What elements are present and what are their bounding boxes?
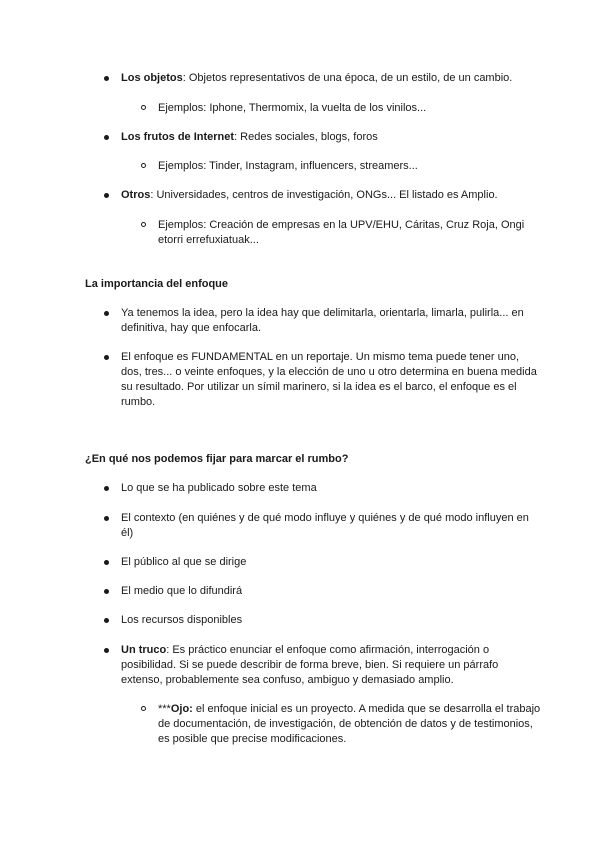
list-item-otros [121, 188, 541, 203]
bullet-icon [104, 76, 109, 81]
hollow-bullet-icon [141, 706, 146, 711]
asterisks: *** [158, 703, 171, 715]
bullet-icon [104, 135, 109, 140]
hollow-bullet-icon [141, 222, 146, 227]
list-item-publico [121, 555, 541, 570]
item-term: Un truco [121, 644, 167, 656]
bullet-icon [104, 486, 109, 491]
bullet-icon [104, 648, 109, 653]
item-term: Ojo: [170, 703, 193, 715]
bullet-icon [104, 311, 109, 316]
item-term: Los frutos de Internet [121, 131, 235, 143]
item-text: Los recursos disponibles [121, 614, 243, 626]
list-item-contexto [121, 511, 541, 541]
item-text: El contexto (en quiénes y de qué modo influye y quiénes y de qué modo influyen en él) [121, 512, 529, 539]
item-text: El enfoque es FUNDAMENTAL en un reportaje. Un mismo tema puede tener uno, dos, tres... o veinte enfoques, y la elección de uno u otro determina en buena medida su resultado. Por utilizar un símil marinero, si la idea es el barco, el enfoque es el rumbo. [121, 351, 537, 408]
section-heading-rumbo: ¿En qué nos podemos fijar para marcar el rumbo? [85, 453, 349, 465]
bullet-icon [104, 560, 109, 565]
hollow-bullet-icon [141, 163, 146, 168]
bullet-icon [104, 589, 109, 594]
sublist-item-ojo [158, 702, 543, 747]
item-text: Lo que se ha publicado sobre este tema [121, 482, 317, 494]
item-text: El medio que lo difundirá [121, 585, 243, 597]
item-term: Los objetos [121, 72, 183, 84]
subitem-text: Ejemplos: Tinder, Instagram, influencers, streamers... [158, 160, 418, 172]
list-item-recursos [121, 613, 541, 628]
subitem-text: Ejemplos: Creación de empresas en la UPV/EHU, Cáritas, Cruz Roja, Ongi etorri errefuxiatuak... [158, 219, 525, 246]
list-item-medio [121, 584, 541, 599]
list-item-objetos [121, 71, 541, 86]
item-text: : Redes sociales, blogs, foros [234, 131, 378, 143]
list-item-truco [121, 643, 541, 688]
item-text: : Universidades, centros de investigación, ONGs... El listado es Amplio. [150, 189, 498, 201]
item-text: Ya tenemos la idea, pero la idea hay que delimitarla, orientarla, limarla, pulirla... en definitiva, hay que enfocarla. [121, 307, 524, 334]
item-text: : Objetos representativos de una época, de un estilo, de un cambio. [182, 72, 513, 84]
list-item-idea [121, 306, 541, 336]
hollow-bullet-icon [141, 105, 146, 110]
item-text: El público al que se dirige [121, 556, 247, 568]
item-term: Otros [121, 189, 151, 201]
bullet-icon [104, 516, 109, 521]
list-item-frutos-internet [121, 130, 541, 145]
sublist-item-otros-ejemplos [158, 218, 543, 248]
list-item-fundamental [121, 350, 541, 410]
section-heading-enfoque: La importancia del enfoque [85, 278, 229, 290]
bullet-icon [104, 193, 109, 198]
sublist-item-frutos-ejemplos [158, 159, 543, 174]
bullet-icon [104, 355, 109, 360]
item-text: el enfoque inicial es un proyecto. A medida que se desarrolla el trabajo de documentación, de investigación, de obtención de datos y de testimonios, es posible que precise modificaciones. [158, 703, 541, 745]
bullet-icon [104, 618, 109, 623]
list-item-publicado [121, 481, 541, 496]
item-text: : Es práctico enunciar el enfoque como afirmación, interrogación o posibilidad. Si se puede describir de forma breve, bien. Si requiere un párrafo extenso, probablemente sea confuso, ambiguo y demasiado amplio. [121, 644, 499, 686]
sublist-item-objetos-ejemplos [158, 101, 543, 116]
subitem-text: Ejemplos: Iphone, Thermomix, la vuelta de los vinilos... [158, 102, 427, 114]
